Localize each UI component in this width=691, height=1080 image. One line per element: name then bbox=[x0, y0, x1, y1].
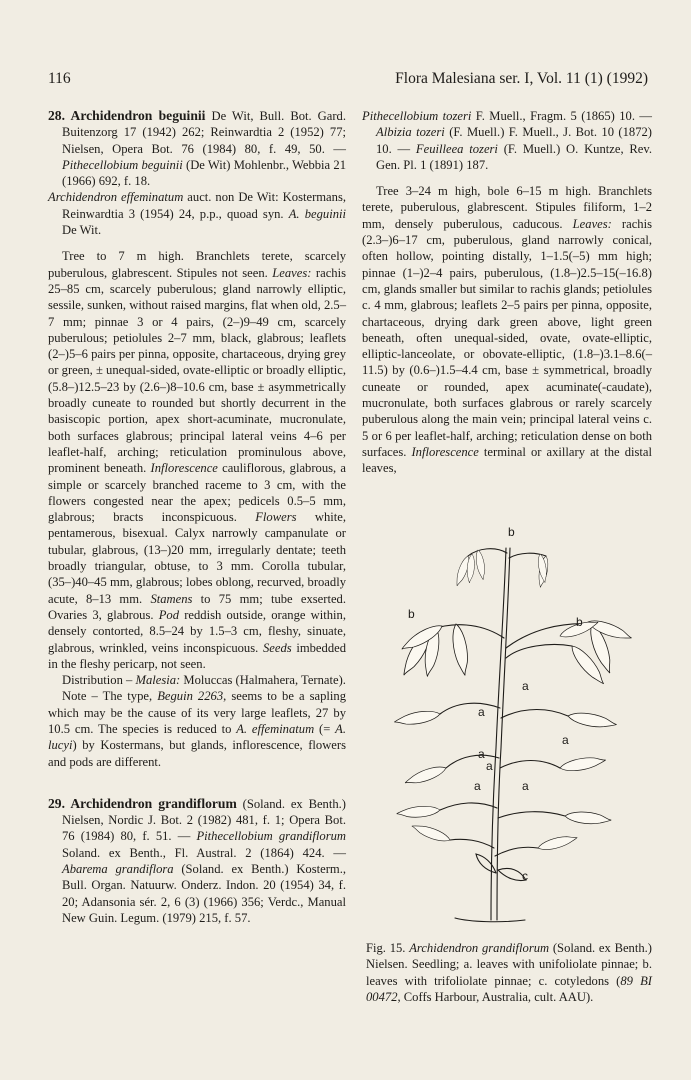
running-head: Flora Malesiana ser. I, Vol. 11 (1) (1992) bbox=[395, 70, 648, 87]
species-28-heading: 28. Archidendron beguinii De Wit, Bull. Bot. Gard. Buitenzorg 17 (1942) 262; Reinwardtia 2 (1952) 77; Nielsen, Opera Bot. 76 (1984) 80, f. 49, 50. — Pithecellobium beguinii (De Wit) Mohlenbr., Webbia 21 (1966) 692, f. 18. bbox=[48, 108, 346, 189]
species-29-heading: 29. Archidendron grandiflorum (Soland. ex Benth.) Nielsen, Nordic J. Bot. 2 (1982) 481, f. 1; Opera Bot. 76 (1984) 80, f. 51. — Pithecellobium grandiflorum Soland. ex Benth., Fl. Austral. 2 (1864) 424. — Abarema grandiflora (Soland. ex Benth.) Kosterm., Bull. Organ. Natuurw. Onderz. Indon. 20 (1954) 34, f. 20; Adansonia sér. 2, 6 (3) (1966) 356; Verdc., Manual New Guin. Legum. (1979) 215, f. 57. bbox=[48, 795, 347, 925]
left-column bbox=[48, 108, 346, 926]
figure-label-a-2: a bbox=[478, 705, 485, 719]
seedling-illustration bbox=[360, 518, 660, 936]
figure-label-a-6: a bbox=[474, 779, 481, 793]
right-column bbox=[362, 108, 652, 477]
species-29-synonyms: Pithecellobium tozeri F. Muell., Fragm. 5 (1865) 10. — Albizia tozeri (F. Muell.) F. Muell., J. Bot. 10 (1872) 10. — Feuilleea tozeri (F. Muell.) O. Kuntze, Rev. Gen. Pl. 1 (1891) 187. bbox=[362, 109, 652, 172]
species-28-synonym: Archidendron effeminatum auct. non De Wit: Kostermans, Reinwardtia 3 (1954) 24, p.p., quoad syn. A. beguinii De Wit. bbox=[48, 190, 346, 238]
figure-label-b-right: b bbox=[576, 615, 583, 629]
figure-label-a-4: a bbox=[478, 747, 485, 761]
page-number: 116 bbox=[48, 70, 71, 87]
figure-label-a-1: a bbox=[522, 679, 529, 693]
species-28-note: Note – The type, Beguin 2263, seems to be a sapling which may be the cause of its very large leaflets, 27 by 10.5 cm. The species is reduced to A. effeminatum (= A. lucyi) by Kostermans, but glands, inflorescence, flowers and pods are different. bbox=[48, 689, 346, 769]
figure-label-b-left: b bbox=[408, 607, 415, 621]
page-header bbox=[48, 70, 648, 90]
figure-label-c: c bbox=[522, 869, 528, 883]
species-29-description: Tree 3–24 m high, bole 6–15 m high. Branchlets terete, puberulous, glabrescent. Stipules filiform, 1–2 mm, densely puberulous, caducous. Leaves: rachis (2.3–)6–17 cm, puberulous, gland narrowly conical, often hollow, pointing distally, 1–1.5(–5) mm high; pinnae (1–)2–4 pairs, puberulous, (1.8–)2.5–15(–16.8) cm, glands smaller but similar to rachis glands; petiolules c. 4 mm, glabrous; leaflets 2–5 pairs per pinna, opposite, chartaceous, drying dark green above, light green beneath, often unequal-sided, ovate, ovate-elliptic, elliptic-lanceolate, or obovate-elliptic, (1.8–)3.1–8.6(–11.5) by (0.6–)1.5–4.4 cm, base ± symmetrical, broadly cuneate or rounded, apex acuminate(-caudate), mucronulate, both surfaces glabrous or rarely scarcely puberulous along the main vein; principal lateral veins c. 5 or 6 per leaflet-half, arching; reticulation dense on both surfaces. Inflorescence terminal or axillary at the distal leaves, bbox=[362, 184, 652, 476]
figure-caption: Fig. 15. Archidendron grandiflorum (Soland. ex Benth.) Nielsen. Seedling; a. leaves with unifoliolate pinnae; b. leaves with trifoliolate pinnae; c. cotyledons (89 BI 00472, Coffs Harbour, Australia, cult. AAU). bbox=[366, 941, 652, 1004]
species-28-description: Tree to 7 m high. Branchlets terete, scarcely puberulous, glabrescent. Stipules not seen. Leaves: rachis 25–85 cm, scarcely puberulous; gland narrowly elliptic, sessile, sunken, without raised margins, flat when old, 2.5–7 mm; pinnae 3 or 4 pairs, (2–)9–49 cm, scarcely puberulous; petiolules 2–7 mm, black, glabrous; leaflets (2–)5–6 pairs per pinna, opposite, chartaceous, drying grey or green, ± unequal-sided, ovate-elliptic or broadly elliptic, (5.8–)12.5–23 by (2.6–)8–10.6 cm, base ± asymmetrically broadly cuneate to rounded but shortly decurrent in the basiscopic portion, apex short-acuminate, mucronulate, both surfaces glabrous; principal lateral veins 4–6 per leaflet-half, arching; reticulation prominulous above, prominent beneath. Inflorescence cauliflorous, glabrous, a simple or scarcely branched raceme to 3 cm, with the flowers congested near the apex; pedicels 0.5–5 mm, glabrous; bracts inconspicuous. Flowers white, pentamerous, bisexual. Calyx narrowly campanulate or tubular, glabrous, (13–)20 mm, irregularly dentate; teeth broadly triangular, obtuse, to 3 mm. Corolla tubular, (35–)40–45 mm, glabrous; lobes oblong, recurved, broadly acute, 8–13 mm. Stamens to 75 mm; tube exserted. Ovaries 3, glabrous. Pod reddish outside, orange within, densely contorted, 8.5–24 by 1.5–3 cm, fleshy, sinuate, glabrous, wrinkled, veins inconspicuous. Seeds imbedded in the fleshy pericarp, not seen. bbox=[48, 249, 347, 671]
figure-label-b-top: b bbox=[508, 525, 515, 539]
figure-label-a-7: a bbox=[522, 779, 529, 793]
figure-label-a-3: a bbox=[562, 733, 569, 747]
species-28-distribution: Distribution – Malesia: Moluccas (Halmahera, Ternate). bbox=[62, 673, 346, 688]
figure-label-a-5: a bbox=[486, 759, 493, 773]
